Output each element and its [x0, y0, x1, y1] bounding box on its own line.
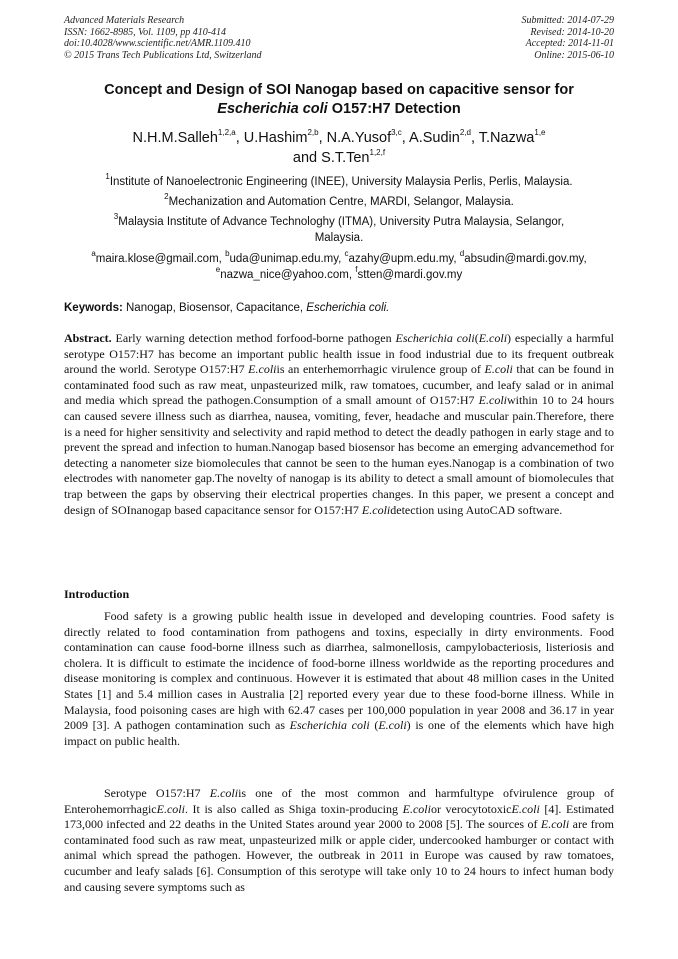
email-line-2: $^e$nazwa_nice@yahoo.com, $^f$stten@mardi.gov.my	[215, 264, 463, 281]
keywords-label: Keywords:	[64, 302, 123, 314]
title-line-1: Concept and Design of SOI Nanogap based on capacitive sensor for	[104, 82, 574, 98]
email-list	[60, 249, 618, 283]
journal-header	[64, 15, 262, 61]
para-text: ) is one of the elements which have high impact on public health.	[64, 718, 614, 748]
author-name: and S.T.Ten	[292, 150, 370, 166]
author-sup: 1,2,f	[369, 148, 386, 158]
para-italic: Escherichia coli	[289, 718, 370, 733]
author-name: A.Sudin	[409, 130, 460, 146]
affil-sup: 2	[164, 192, 169, 202]
abstract-italic: E.coli	[484, 362, 513, 377]
dates-header	[522, 15, 615, 61]
author-name: T.Nazwa	[478, 130, 535, 146]
abstract-text: (	[474, 331, 479, 345]
affil-text: Mechanization and Automation Centre, MARDI, Selangor, Malaysia.	[168, 196, 514, 208]
keywords	[64, 302, 389, 314]
abstract-italic: E.coli	[478, 393, 507, 408]
email-a: maira.klose@gmail.com,	[95, 253, 222, 265]
email-c: azahy@upm.edu.my,	[348, 253, 457, 265]
abstract-text: detection using AutoCAD software.	[390, 502, 563, 517]
author-name: U.Hashim	[243, 130, 308, 146]
authors-line-1: N.H.M.Salleh$^{1,2,a}$, U.Hashim$^{2,b}$, N.A.Yusof$^{3,c}$, A.Sudin$^{2,d}$, T.Nazwa$^{1,e}$	[132, 128, 546, 146]
title-rest: O157:H7 Detection	[327, 101, 461, 117]
para-text: Food safety is a growing public health issue in developed and developing countries. Food safety is directly related to food contamination from pathogens and toxins, especially in dirty environments. Food contamination can cause food-borne illness such as diarrhea, salmonellosis, campylobacteriosis, listeriosis and cholera. It is difficult to estimate the incidence of food-borne illness worldwide as the reporting procedures and disease monitoring is complex and continuous. However it is estimated that about 48 million cases in the United States [1] and 5.4 million cases in Australia [2] reported every year due to these food-borne illness. While in Malaysia, food poisoning cases are high with 62.47 cases per 100,000 population in year 2008 and 36.17 in year 2009 [3]. A pathogen contamination such as	[64, 609, 614, 733]
title-line-2	[50, 100, 628, 119]
affiliation-3	[100, 212, 578, 246]
online-date: Online: 2015-06-10	[534, 49, 614, 61]
affil-sup: 3	[113, 212, 119, 222]
email-line-1: $^a$maira.klose@gmail.com, $^b$uda@unimap.edu.my, $^c$azahy@upm.edu.my, $^d$absudin@mardi.gov.my,	[91, 249, 587, 265]
submitted-date: Submitted: 2014-07-29	[521, 15, 614, 26]
email-f: stten@mardi.gov.my	[357, 268, 463, 281]
abstract-text: is an enterhemorrhagic virulence group of	[276, 362, 485, 377]
affil-text: Malaysia Institute of Advance Technologhy (ITMA), University Putra Malaysia, Selangor, Malaysia.	[118, 216, 565, 244]
copyright-line: © 2015 Trans Tech Publications Ltd, Switzerland	[64, 49, 262, 61]
keywords-text: Nanogap, Biosensor, Capacitance,	[122, 302, 307, 314]
intro-paragraph-2	[64, 786, 614, 895]
affiliation-1	[70, 172, 608, 191]
abstract-text: Early warning detection method forfood-borne pathogen	[111, 331, 396, 345]
para-italic: E.coli	[540, 817, 570, 832]
section-heading: Introduction	[64, 587, 130, 601]
para-text: are from contaminated food such as raw meat, unpasteurized milk or apple cider, undercooked hamburger or contact with animal which spread the pathogen. However, the outbreak in 2011 in Europe was caused by raw tomatoes, cucumber and leafy salads [6]. Consumption of this serotype will take only 10 to 24 hours to infect human body and causing severe symptoms such as	[64, 817, 614, 894]
author-sup: 2,d	[459, 128, 471, 138]
para-italic: E.coli	[402, 801, 431, 816]
author-sup: 1,2,a	[217, 128, 236, 138]
affil-text: Institute of Nanoelectronic Engineering (INEE), University Malaysia Perlis, Perlis, Malaysia.	[109, 176, 573, 188]
abstract-italic: E.coli	[478, 331, 508, 345]
author-list	[50, 128, 628, 168]
para-text: . It is also called as Shiga toxin-producing	[184, 801, 403, 816]
abstract-text: that can be found in contaminated food such as raw meat, unpasteurized milk, raw tomatoes, cucumber, and leafy salad or in animal and media which spread the pathogen.Consumption of a small amount of O157:H7	[64, 362, 614, 408]
abstract	[64, 331, 614, 518]
abstract-italic: E.coli	[248, 362, 277, 377]
issn-line: ISSN: 1662-8985, Vol. 1109, pp 410-414	[64, 26, 227, 38]
revised-date: Revised: 2014-10-20	[530, 26, 614, 38]
author-name: N.H.M.Salleh	[132, 130, 218, 146]
authors-line-2	[50, 148, 628, 168]
para-italic: E.coli	[378, 718, 407, 733]
para-text: or verocytotoxic	[430, 801, 512, 816]
para-text: (	[369, 718, 379, 733]
author-sup: 3,c	[391, 128, 402, 138]
author-sup: 2,b	[307, 128, 319, 138]
para-text: is one of the most common and harmfultype ofvirulence group of Enterohemorrhagic	[64, 786, 615, 816]
accepted-date: Accepted: 2014-11-01	[525, 38, 614, 49]
email-e: nazwa_nice@yahoo.com,	[220, 268, 353, 281]
author-sup: 1,e	[534, 128, 546, 138]
para-italic: E.coli	[156, 801, 185, 816]
keywords-italic: Escherichia coli.	[306, 302, 390, 314]
intro-paragraph-1	[64, 609, 614, 749]
journal-name: Advanced Materials Research	[64, 15, 185, 26]
abstract-text: ) especially a harmful serotype O157:H7 has become an important public health issue in food industrial due to its frequent outbreak around the world. Serotype O157:H7	[64, 331, 615, 377]
para-italic: E.coli	[511, 801, 540, 816]
abstract-italic: E.coli	[361, 502, 391, 517]
email-d: absudin@mardi.gov.my,	[464, 253, 587, 265]
title-italic: Escherichia coli	[217, 101, 328, 117]
paper-title	[50, 81, 628, 119]
abstract-label: Abstract.	[64, 331, 112, 345]
affil-sup: 1	[105, 172, 110, 182]
abstract-text: within 10 to 24 hours can caused severe illness such as diarrhea, nausea, vomiting, fever, headache and muscular pain.Therefore, there is a need for higher sensitivity and selectivity and rapid method to detect the deadly pathogen in early stage and to prevent the spread and infection to human.Nanogap based biosensor has become an emerging advancemethod for detecting a nanometer size biomolecules that cannot be seen to the human eyes.Nanogap is a combination of two electrodes with nanometer gap.The novelty of nanogap is its ability to detect a small amount of biomolecules that trap between the gaps by observing their electrical properties changes. In this paper, we present a concept and design of SOInanogap based capacitance sensor for O157:H7	[64, 393, 615, 517]
para-text: [4]. Estimated 173,000 infected and 22 deaths in the United States around year 2000 to 2008 [5]. The sources of	[64, 801, 614, 832]
para-italic: E.coli	[209, 786, 239, 800]
para-text: Serotype O157:H7	[104, 786, 210, 800]
email-b: uda@unimap.edu.my,	[229, 253, 342, 265]
author-name: N.A.Yusof	[326, 130, 392, 146]
affiliation-2	[70, 192, 608, 211]
doi-line: doi:10.4028/www.scientific.net/AMR.1109.410	[64, 38, 251, 49]
abstract-italic: Escherichia coli	[395, 331, 475, 345]
